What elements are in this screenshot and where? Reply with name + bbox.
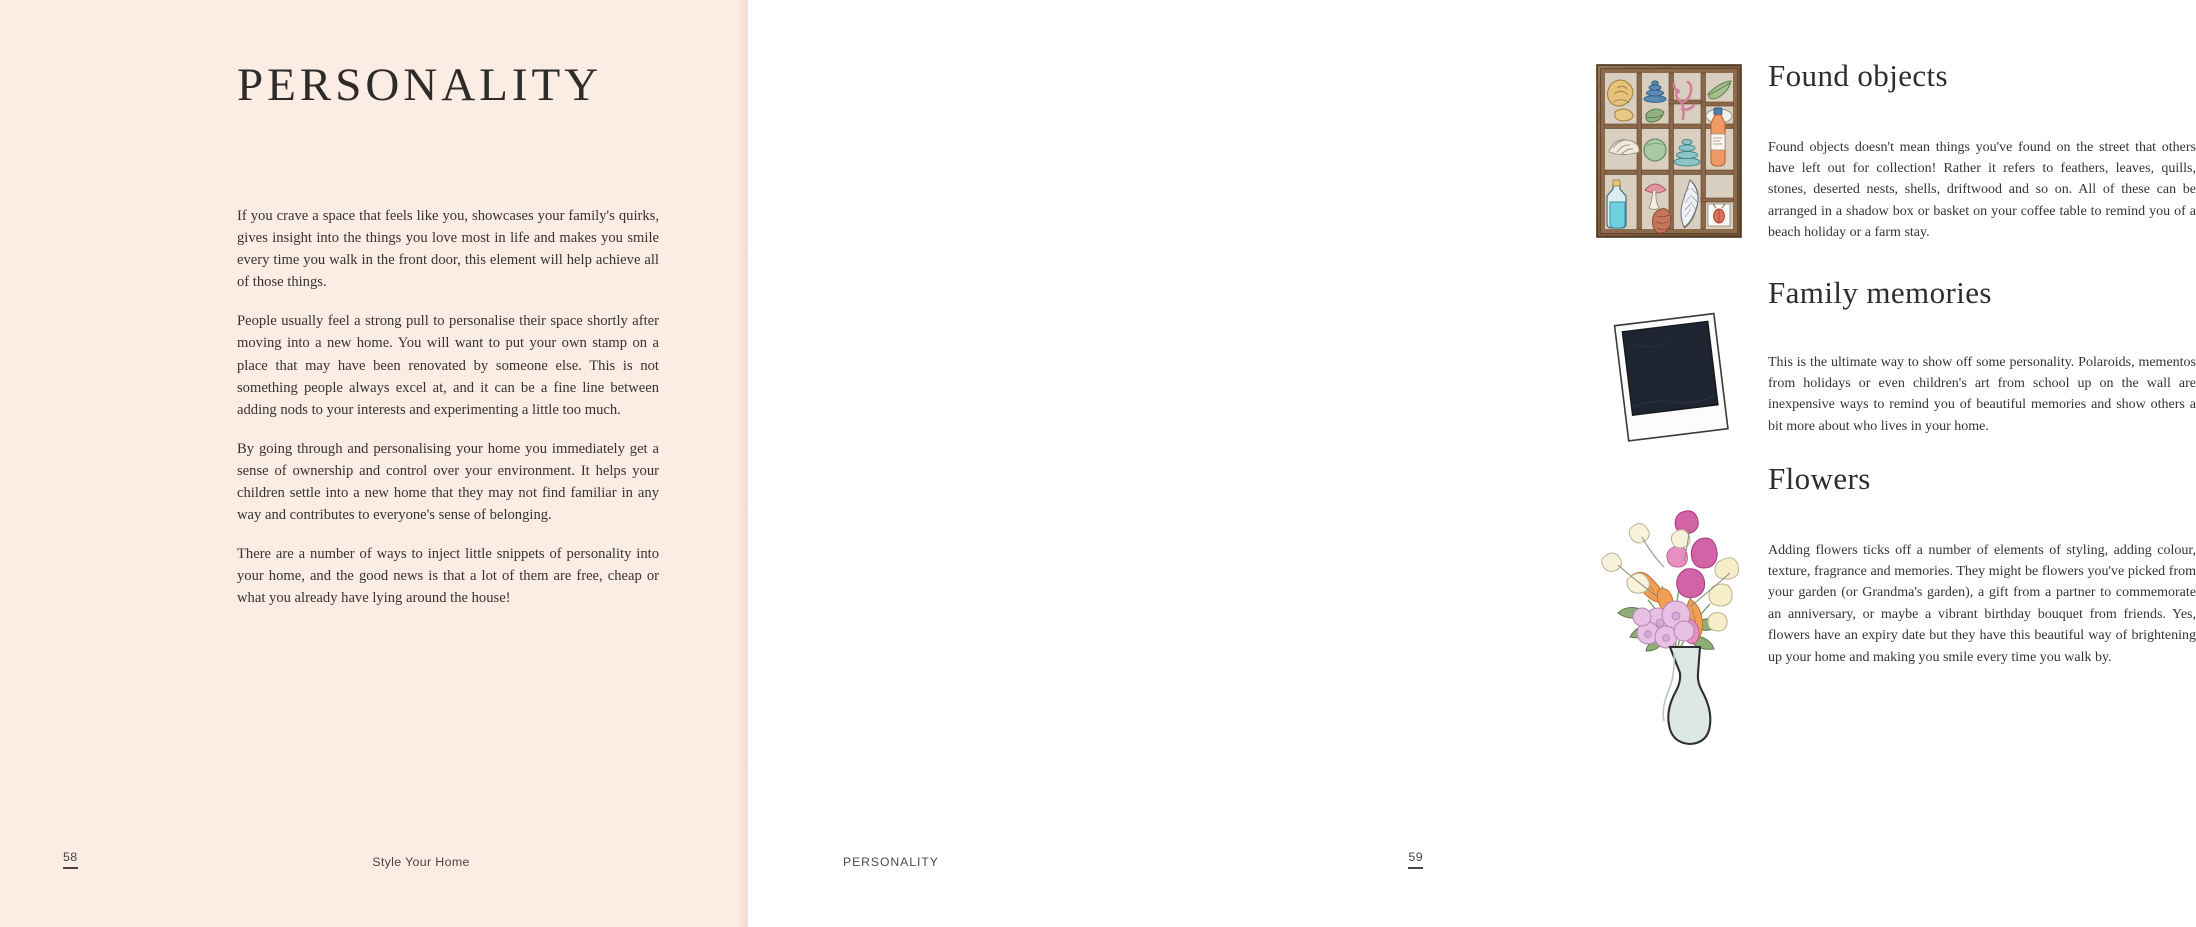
section-body: Adding flowers ticks off a number of elements of styling, adding colour, texture, fragrance and memories. They might be flowers you've picked from your garden (or Grandma's garden), a gift from a partner to commemorate an anniversary, or maybe a vibrant birthday bouquet from friends. Yes, flowers have an expiry date but they have this beautiful way of brightening up your home and making you smile every time you walk by.: [1768, 542, 2196, 665]
paragraph: People usually feel a strong pull to personalise their space shortly after moving into a new home. You will want to put your own stamp on a place that may have been renovated by someone else. This is not something people always excel at, and it can be a fine line between adding nods to your interests and experimenting a little too much.: [237, 313, 659, 418]
section-heading: Flowers: [1768, 461, 1871, 496]
right-page: [748, 0, 2196, 927]
right-page-number: 59: [1408, 850, 1423, 869]
section-flowers: [1768, 463, 2196, 668]
section-family-memories: [1768, 277, 2196, 437]
flower-bouquet-icon: [1586, 503, 1764, 748]
left-page-number: 58: [63, 850, 78, 869]
shadow-box-icon: [1595, 62, 1743, 240]
paragraph: By going through and personalising your home you immediately get a sense of ownership and control over your environment. It helps your children settle into a new home that they may not find familiar in any way and contributes to everyone's sense of belonging.: [237, 440, 659, 524]
paragraph: There are a number of ways to inject little snippets of personality into your home, and the good news is that a lot of them are free, cheap or what you already have lying around the house!: [237, 546, 659, 607]
left-page: [0, 0, 748, 927]
section-body: This is the ultimate way to show off some personality. Polaroids, mementos from holidays or even children's art from school up on the wall are inexpensive ways to remind you of beautiful memories and show others a bit more about who lives in your home.: [1768, 354, 2196, 434]
section-heading: Family memories: [1768, 275, 1992, 310]
section-body: Found objects doesn't mean things you've found on the street that others have left out for collection! Rather it refers to feathers, leaves, quills, stones, deserted nests, shells, driftwood and so on. All of these can be arranged in a shadow box or basket on your coffee table to remind you of a beach holiday or a farm stay.: [1768, 139, 2196, 241]
section-heading: Found objects: [1768, 58, 1948, 93]
chapter-name-footer: PERSONALITY: [843, 855, 939, 869]
polaroid-photo-icon: [1604, 306, 1742, 444]
book-title-footer: Style Your Home: [372, 855, 470, 869]
left-page-body: [237, 205, 659, 610]
page-title: PERSONALITY: [237, 59, 603, 111]
section-found-objects: [1768, 60, 2196, 244]
paragraph: If you crave a space that feels like you, showcases your family's quirks, gives insight into the things you love most in life and makes you smile every time you walk in the front door, this element will help achieve all of those things.: [237, 208, 659, 291]
